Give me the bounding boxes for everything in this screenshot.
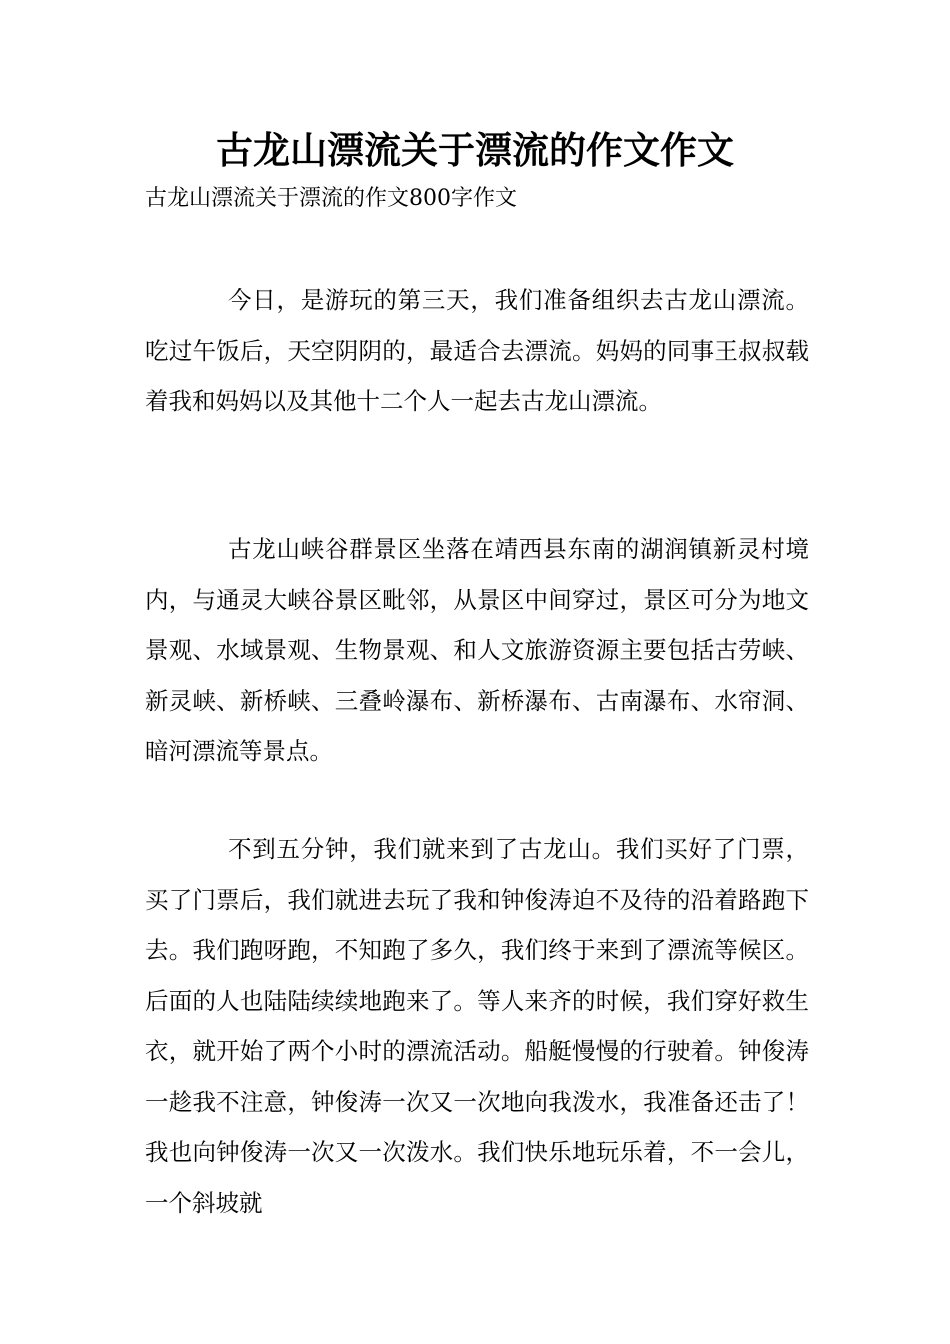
document-title: 古龙山漂流关于漂流的作文作文 <box>216 129 734 172</box>
paragraph: 今日，是游玩的第三天，我们准备组织去古龙山漂流。吃过午饭后，天空阴阴的，最适合去漂流。妈妈的同事王叔叔载着我和妈妈以及其他十二个人一起去古龙山漂流。 <box>145 286 809 415</box>
document-subtitle: 古龙山漂流关于漂流的作文800字作文 <box>145 186 517 211</box>
paragraph: 不到五分钟，我们就来到了古龙山。我们买好了门票，买了门票后，我们就进去玩了我和钟俊涛迫不及待的沿着路跑下去。我们跑呀跑，不知跑了多久，我们终于来到了漂流等候区。后面的人也陆陆续续地跑来了。等人来齐的时候，我们穿好救生衣，就开始了两个小时的漂流活动。船艇慢慢的行驶着。钟俊涛一趁我不注意，钟俊涛一次又一次地向我泼水，我准备还击了！我也向钟俊涛一次又一次泼水。我们快乐地玩乐着，不一会儿，一个斜坡就 <box>145 835 809 1217</box>
paragraph: 古龙山峡谷群景区坐落在靖西县东南的湖润镇新灵村境内，与通灵大峡谷景区毗邻，从景区中间穿过，景区可分为地文景观、水域景观、生物景观、和人文旅游资源主要包括古劳峡、新灵峡、新桥峡、三叠岭瀑布、新桥瀑布、古南瀑布、水帘洞、暗河漂流等景点。 <box>145 535 809 765</box>
